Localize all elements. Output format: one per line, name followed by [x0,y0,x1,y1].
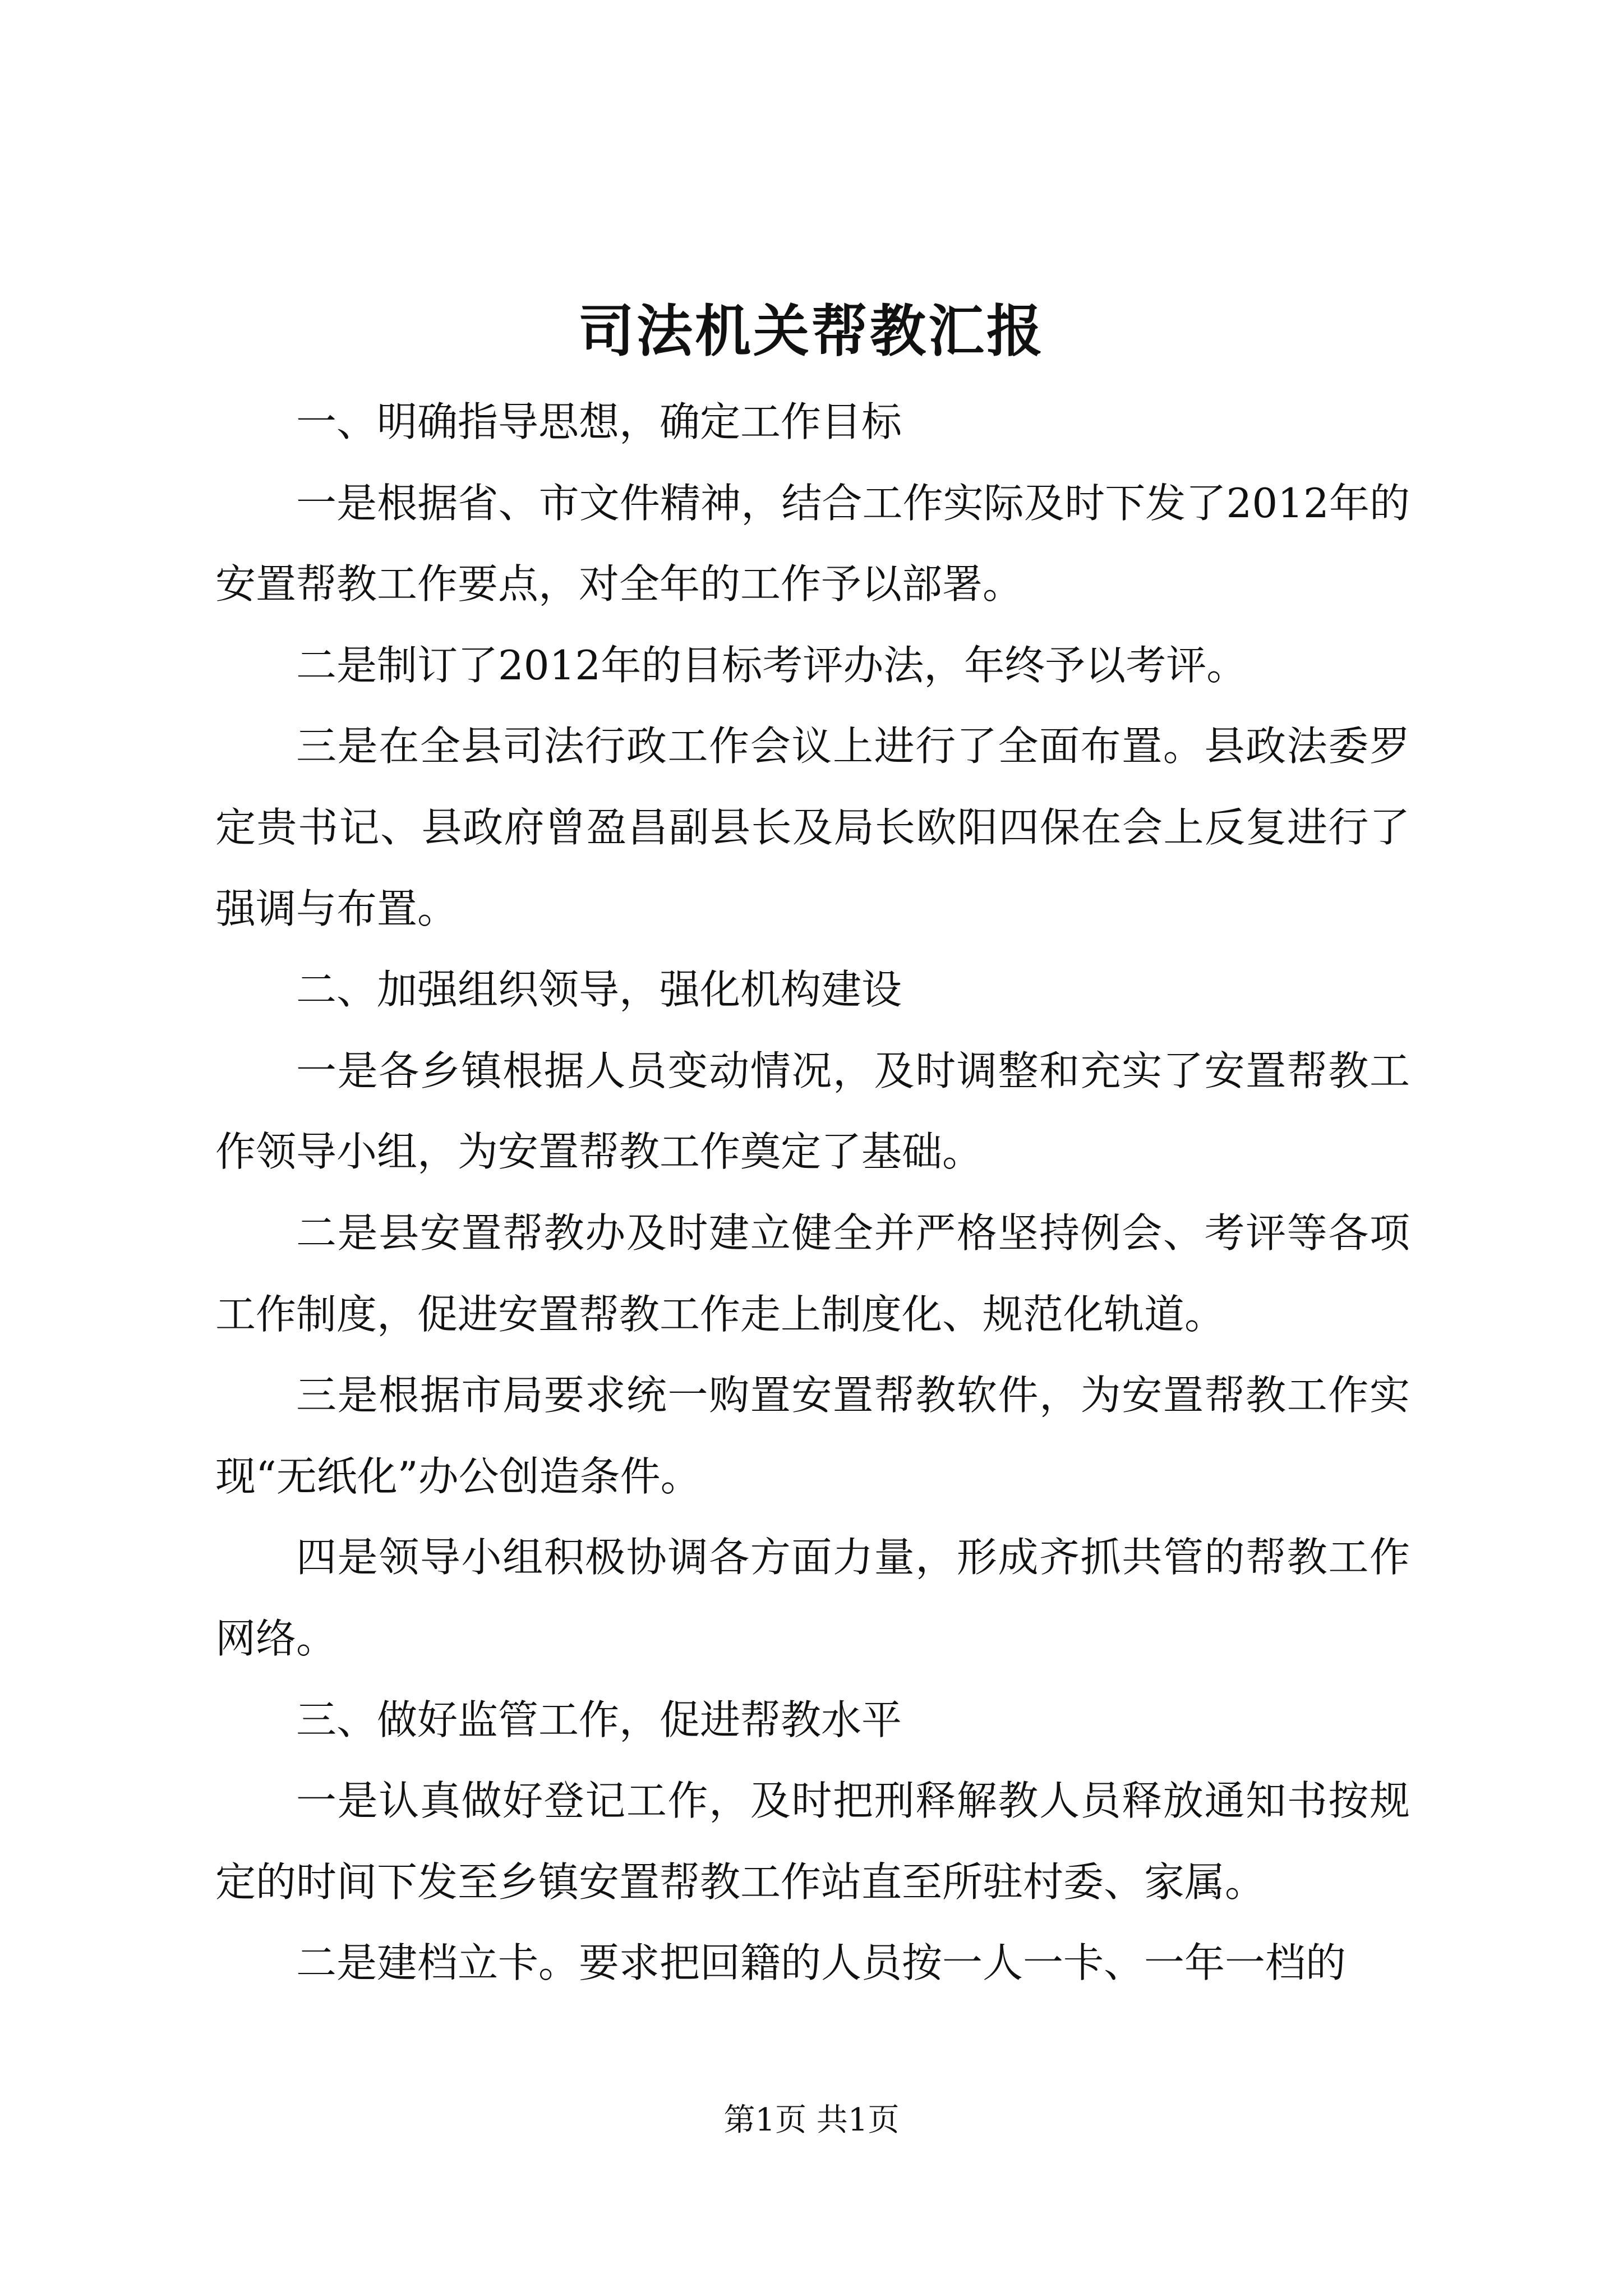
section-heading: 三、做好监管工作，促进帮教水平 [296,1696,902,1743]
paragraph: 三是在全县司法行政工作会议上进行了全面布置。县政法委罗定贵书记、县政府曾盈昌副县长及局长欧阳四保在会上反复进行了强调与布置。 [215,723,1410,932]
paragraph: 二是制订了2012年的目标考评办法，年终予以考评。 [296,641,1247,689]
section-heading: 二、加强组织领导，强化机构建设 [296,966,902,1014]
paragraph: 四是领导小组积极协调各方面力量，形成齐抓共管的帮教工作网络。 [215,1534,1410,1662]
paragraph: 一是认真做好登记工作，及时把刑释解教人员释放通知书按规定的时间下发至乡镇安置帮教工作站直至所驻村委、家属。 [215,1777,1410,1906]
document-body [215,381,1410,2004]
paragraph: 一是各乡镇根据人员变动情况，及时调整和充实了安置帮教工作领导小组，为安置帮教工作奠定了基础。 [215,1047,1410,1176]
document-title: 司法机关帮教汇报 [578,298,1045,364]
paragraph: 三是根据市局要求统一购置安置帮教软件，为安置帮教工作实现“无纸化”办公创造条件。 [215,1372,1410,1500]
paragraph: 一是根据省、市文件精神，结合工作实际及时下发了2012年的安置帮教工作要点，对全年的工作予以部署。 [215,479,1410,608]
section-heading: 一、明确指导思想，确定工作目标 [296,398,902,445]
paragraph: 二是县安置帮教办及时建立健全并严格坚持例会、考评等各项工作制度，促进安置帮教工作走上制度化、规范化轨道。 [215,1209,1410,1338]
paragraph: 二是建档立卡。要求把回籍的人员按一人一卡、一年一档的 [296,1939,1347,1987]
page-number-footer: 第1页 共1页 [723,2102,900,2138]
